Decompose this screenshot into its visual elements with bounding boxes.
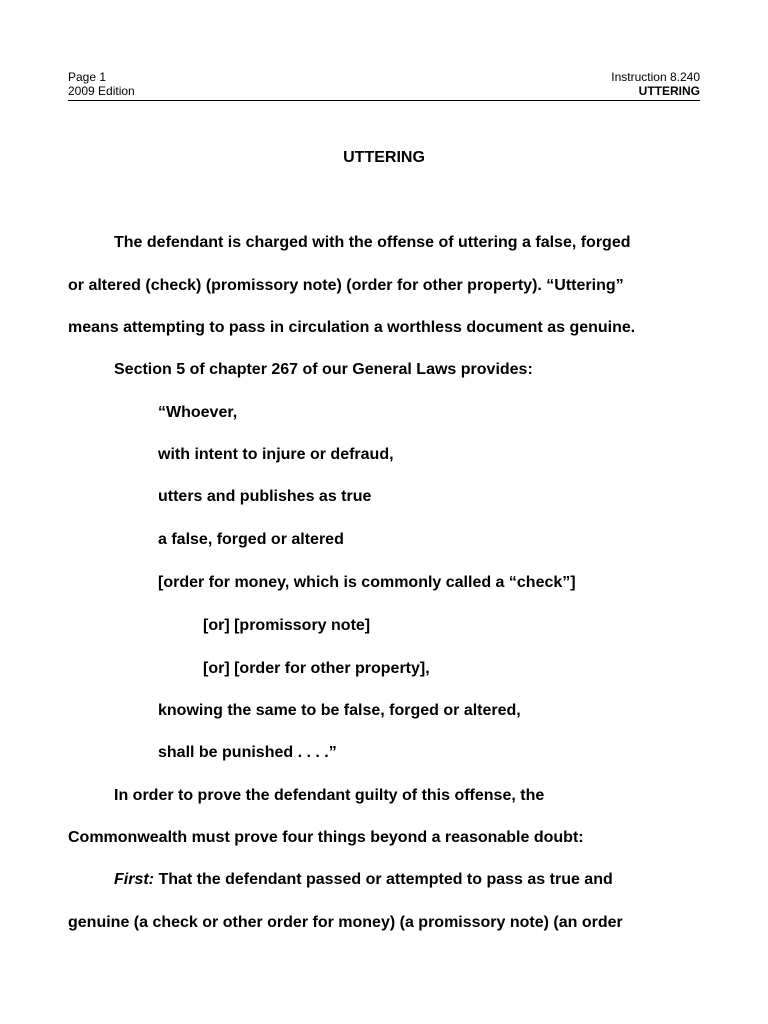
statute-line: a false, forged or altered [158,531,344,548]
paragraph-line: or altered (check) (promissory note) (order for other property). “Uttering” [68,277,624,294]
header-left [68,70,135,98]
statute-line: with intent to injure or defraud, [158,446,394,463]
document-title: UTTERING [343,149,425,166]
header-rule [68,100,700,101]
element-continuation: genuine (a check or other order for money) (a promissory note) (an order [68,914,623,931]
statute-line: shall be punished . . . .” [158,744,337,761]
edition: 2009 Edition [68,84,135,98]
statute-line: [or] [promissory note] [203,617,371,634]
paragraph-line: The defendant is charged with the offense of uttering a false, forged [114,234,631,251]
proof-line: Commonwealth must prove four things beyond a reasonable doubt: [68,829,584,846]
statute-line: utters and publishes as true [158,488,372,505]
element-first [114,870,613,890]
instruction-number: Instruction 8.240 [611,70,700,84]
proof-line: In order to prove the defendant guilty of this offense, the [114,787,545,804]
paragraph-line: means attempting to pass in circulation a worthless document as genuine. [68,319,636,336]
statute-line: knowing the same to be false, forged or altered, [158,702,521,719]
page-number: Page 1 [68,70,107,84]
element-label: First: [114,871,154,888]
header-topic: UTTERING [638,84,700,98]
statute-line: [or] [order for other property], [203,660,430,677]
paragraph-line: Section 5 of chapter 267 of our General Laws provides: [114,361,533,378]
page-header [68,70,700,102]
element-text: That the defendant passed or attempted to pass as true and [154,871,613,888]
header-right [611,70,700,98]
statute-line: [order for money, which is commonly called a “check”] [158,574,576,591]
statute-line: “Whoever, [158,404,238,421]
